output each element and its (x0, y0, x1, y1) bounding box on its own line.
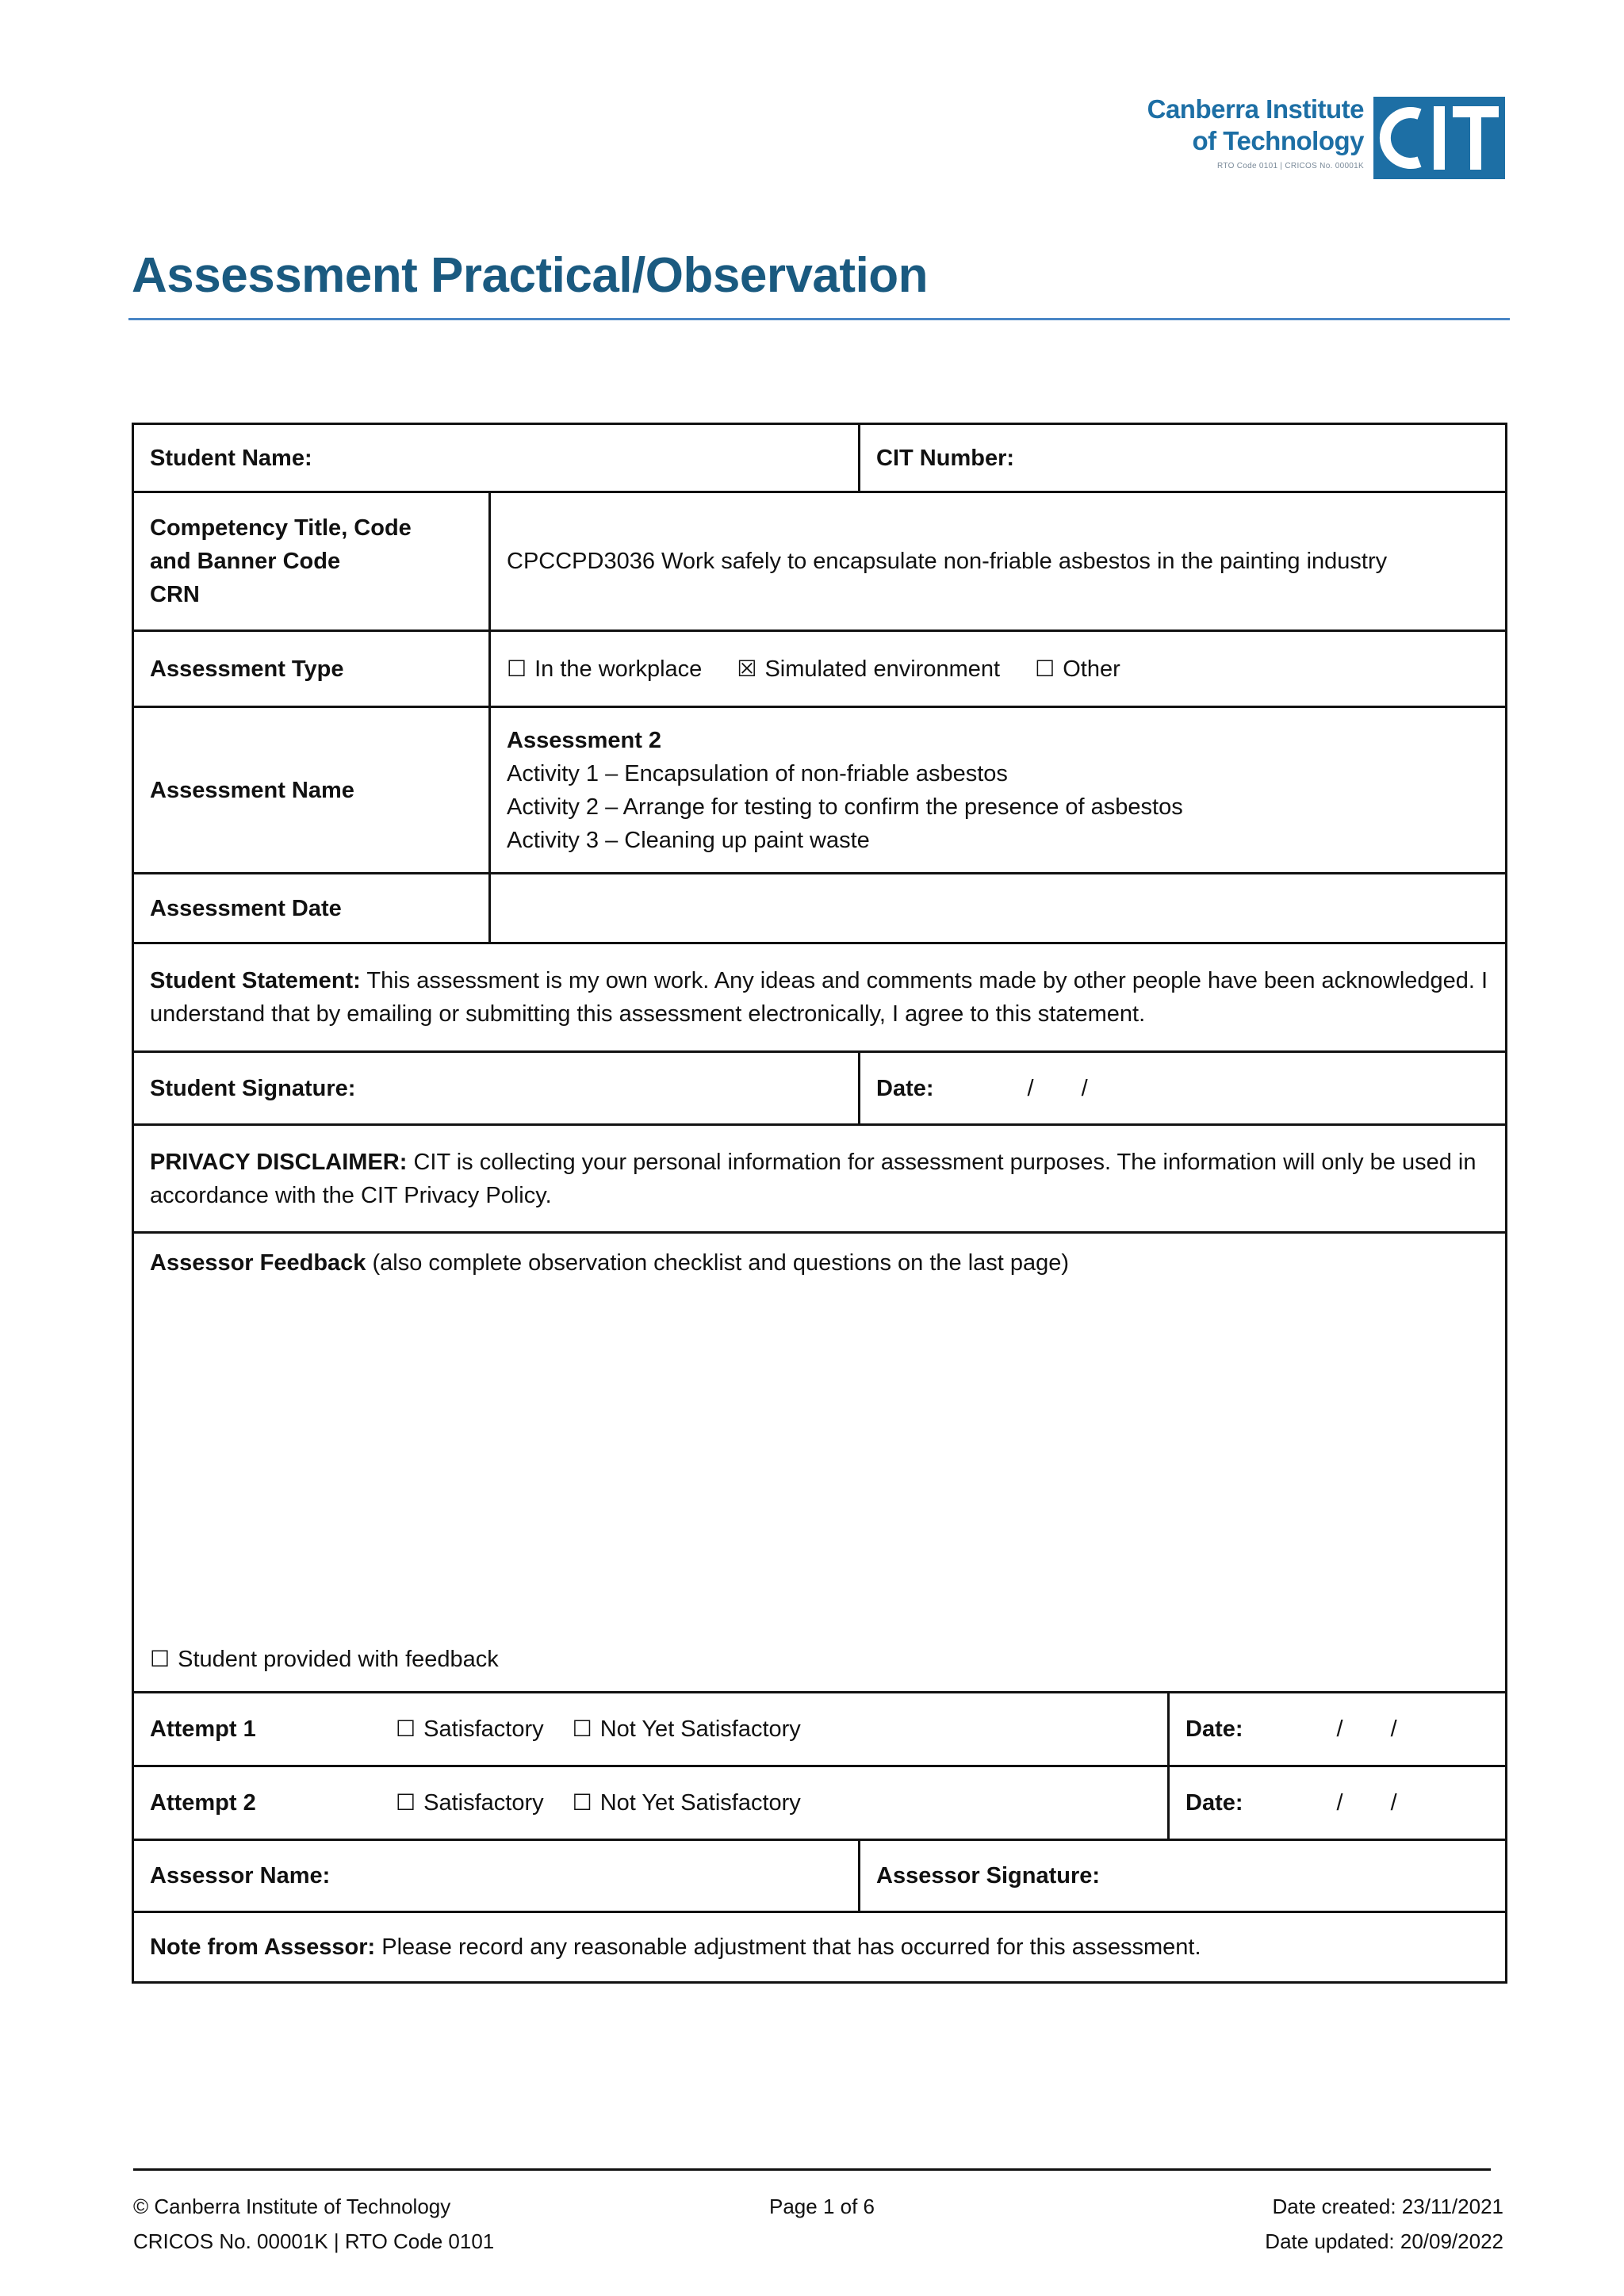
date-slash: / (1081, 1075, 1088, 1101)
page-title: Assessment Practical/Observation (132, 248, 929, 303)
checkbox-unchecked-icon[interactable]: ☐ (396, 1789, 416, 1816)
footer-copyright: © Canberra Institute of Technology (133, 2195, 451, 2218)
assessment-type-label: Assessment Type (150, 656, 344, 682)
cit-number-label: CIT Number: (876, 445, 1015, 471)
date-slash: / (1390, 1790, 1397, 1816)
student-signature-field[interactable] (133, 1052, 860, 1125)
privacy-text: CIT is collecting your personal information for assessment purposes. The information will only be used in accordance with the CIT Privacy Policy. (150, 1149, 1477, 1208)
attempt-2-not-yet-satisfactory[interactable] (573, 1790, 801, 1816)
checkbox-unchecked-icon[interactable]: ☐ (396, 1716, 416, 1742)
not-yet-label: Not Yet Satisfactory (599, 1716, 801, 1742)
date-label: Date: (1185, 1716, 1243, 1742)
footer-divider (133, 2168, 1491, 2171)
competency-value: CPCCPD3036 Work safely to encapsulate non-friable asbestos in the painting industry (490, 492, 1507, 631)
satisfactory-label: Satisfactory (423, 1790, 544, 1816)
checkbox-unchecked-icon[interactable]: ☐ (572, 1716, 592, 1742)
attempt-1-satisfactory[interactable] (396, 1716, 544, 1742)
activity-item: Activity 1 – Encapsulation of non-friable asbestos (507, 760, 1008, 786)
assessor-name-label: Assessor Name: (150, 1863, 331, 1888)
feedback-checkbox-label: Student provided with feedback (178, 1647, 499, 1672)
row-competency (133, 492, 1507, 631)
assessor-feedback-box[interactable] (133, 1233, 1507, 1693)
logo-text (1147, 94, 1364, 170)
footer-page-number: Page 1 of 6 (769, 2195, 875, 2218)
student-name-label: Student Name: (150, 445, 312, 471)
feedback-note: (also complete observation checklist and questions on the last page) (372, 1250, 1070, 1276)
student-name-field[interactable] (133, 424, 860, 492)
logo-line-1: Canberra Institute (1147, 94, 1364, 124)
assessment-type-label-cell (133, 631, 490, 707)
note-from-assessor[interactable] (133, 1912, 1507, 1983)
assessor-signature-field[interactable] (860, 1840, 1507, 1912)
option-label: Other (1063, 656, 1120, 682)
checkbox-unchecked-icon[interactable]: ☐ (150, 1646, 170, 1672)
row-note-from-assessor (133, 1912, 1507, 1983)
checkbox-unchecked-icon[interactable]: ☐ (1035, 655, 1055, 682)
assessment-name-value (490, 707, 1507, 874)
student-date-field[interactable] (860, 1052, 1507, 1125)
assessment-name-label: Assessment Name (150, 777, 354, 803)
feedback-provided-checkbox[interactable] (150, 1643, 499, 1676)
assessment-date-label-cell (133, 874, 490, 943)
student-signature-label: Student Signature: (150, 1075, 356, 1101)
competency-label-cell (133, 492, 490, 631)
attempt-label: Attempt 1 (150, 1716, 256, 1742)
checkbox-unchecked-icon[interactable]: ☐ (572, 1789, 592, 1816)
assessor-name-field[interactable] (133, 1840, 860, 1912)
date-label: Date: (876, 1075, 934, 1101)
privacy-disclaimer (133, 1125, 1507, 1233)
footer-date-updated: Date updated: 20/09/2022 (1265, 2229, 1503, 2253)
option-other[interactable] (1035, 656, 1120, 682)
cit-logo-mark-icon (1373, 97, 1505, 179)
activity-item: Activity 3 – Cleaning up paint waste (507, 827, 870, 853)
assessment-name-title: Assessment 2 (507, 727, 662, 753)
row-assessment-name (133, 707, 1507, 874)
option-label: In the workplace (534, 656, 703, 682)
date-slash: / (1390, 1716, 1397, 1742)
attempt-2-satisfactory[interactable] (396, 1790, 544, 1816)
option-in-the-workplace[interactable] (507, 656, 702, 682)
row-assessor (133, 1840, 1507, 1912)
competency-label-line-3: CRN (150, 582, 200, 607)
attempt-label: Attempt 2 (150, 1790, 256, 1816)
assessor-signature-label: Assessor Signature: (876, 1863, 1101, 1888)
row-student-statement (133, 943, 1507, 1052)
competency-label-line-2: and Banner Code (150, 549, 341, 574)
cit-number-field[interactable] (860, 424, 1507, 492)
activity-item: Activity 2 – Arrange for testing to confirm the presence of asbestos (507, 794, 1183, 820)
checkbox-checked-icon[interactable]: ☒ (737, 655, 757, 682)
assessment-date-field[interactable] (490, 874, 1507, 943)
row-attempt-1 (133, 1693, 1507, 1766)
option-simulated-environment[interactable] (737, 656, 1000, 682)
assessment-type-options (490, 631, 1507, 707)
option-label: Simulated environment (764, 656, 1001, 682)
attempt-2-date-field[interactable] (1169, 1766, 1507, 1840)
competency-label-line-1: Competency Title, Code (150, 515, 412, 541)
feedback-label: Assessor Feedback (150, 1250, 366, 1276)
row-assessment-date (133, 874, 1507, 943)
date-slash: / (1336, 1790, 1343, 1816)
logo-subtext: RTO Code 0101 | CRICOS No. 00001K (1217, 162, 1364, 170)
privacy-label: PRIVACY DISCLAIMER: (150, 1149, 408, 1175)
note-text: Please record any reasonable adjustment that has occurred for this assessment. (381, 1934, 1201, 1960)
statement-label: Student Statement: (150, 968, 361, 993)
date-label: Date: (1185, 1790, 1243, 1816)
student-statement (133, 943, 1507, 1052)
satisfactory-label: Satisfactory (423, 1716, 544, 1742)
row-student-signature (133, 1052, 1507, 1125)
row-student-name (133, 424, 1507, 492)
statement-text: This assessment is my own work. Any ideas and comments made by other people have been acknowledged. I understand that by emailing or submitting this assessment electronically, I agree to this statement. (150, 968, 1488, 1027)
footer-cricos: CRICOS No. 00001K | RTO Code 0101 (133, 2229, 495, 2253)
logo-line-2: of Technology (1192, 126, 1364, 155)
attempt-1-date-field[interactable] (1169, 1693, 1507, 1766)
attempt-1-not-yet-satisfactory[interactable] (573, 1716, 801, 1742)
date-slash: / (1336, 1716, 1343, 1742)
checkbox-unchecked-icon[interactable]: ☐ (507, 655, 527, 682)
assessment-name-label-cell (133, 707, 490, 874)
footer-date-created: Date created: 23/11/2021 (1272, 2195, 1503, 2218)
title-underline (128, 318, 1510, 320)
date-slash: / (1027, 1075, 1034, 1101)
note-label: Note from Assessor: (150, 1934, 376, 1960)
assessment-date-label: Assessment Date (150, 895, 342, 921)
row-privacy (133, 1125, 1507, 1233)
assessment-form (132, 423, 1507, 1984)
cit-logo (1118, 94, 1505, 182)
not-yet-label: Not Yet Satisfactory (599, 1790, 801, 1816)
attempt-1-cell (133, 1693, 1169, 1766)
attempt-2-cell (133, 1766, 1169, 1840)
row-assessment-type (133, 631, 1507, 707)
row-attempt-2 (133, 1766, 1507, 1840)
row-assessor-feedback (133, 1233, 1507, 1693)
